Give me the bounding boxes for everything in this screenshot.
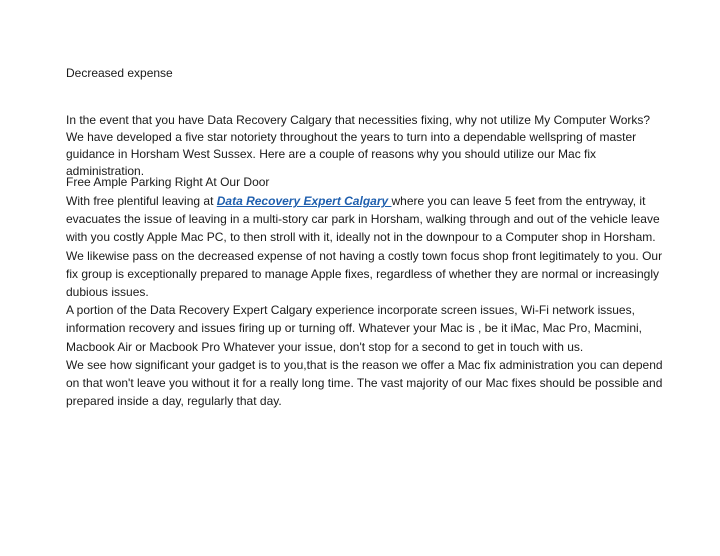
- parking-subheading: Free Ample Parking Right At Our Door: [66, 175, 270, 189]
- experience-paragraph: A portion of the Data Recovery Expert Calgary experience incorporate screen issues, Wi-Fi network issues, information recovery and issues firing up or turning off. Whatever your Mac is , be it iMac, Mac Pro, Macmini, Macbook Air or Macbook Pro Whatever your issue, don't stop for a second to get in touch with us.: [66, 303, 642, 354]
- parking-text-after-link: where you can leave 5 feet from the entryway, it evacuates the issue of leaving in a multi-story car park in Horsham, walking through and out of the vehicle leave with you costly Apple Mac PC, to then stroll with it, ideally not in the downpour to a Computer shop in Horsham. We likewise pass on the decreased expense of not having a costly town focus shop front legitimately to you. Our fix group is exceptionally prepared to manage Apple fixes, regardless of whether they are normal or increasingly dubious issues.: [66, 194, 663, 300]
- data-recovery-expert-link[interactable]: Data Recovery Expert Calgary: [216, 194, 392, 208]
- body-section: [66, 192, 666, 410]
- parking-paragraph: [66, 192, 666, 301]
- intro-paragraph: In the event that you have Data Recovery Calgary that necessities fixing, why not utilize My Computer Works? We have developed a five star notoriety throughout the years to turn into a dependable wellspring of master guidance in Horsham West Sussex. Here are a couple of reasons why you should utilize our Mac fix administration.: [66, 113, 651, 178]
- page-heading: Decreased expense: [66, 66, 173, 80]
- closing-paragraph: We see how significant your gadget is to you,that is the reason we offer a Mac fix administration you can depend on that won't leave you without it for a really long time. The vast majority of our Mac fixes should be possible and prepared inside a day, regularly that day.: [66, 357, 663, 409]
- intro-section: [66, 112, 666, 180]
- parking-text-before-link: With free plentiful leaving at: [66, 194, 217, 208]
